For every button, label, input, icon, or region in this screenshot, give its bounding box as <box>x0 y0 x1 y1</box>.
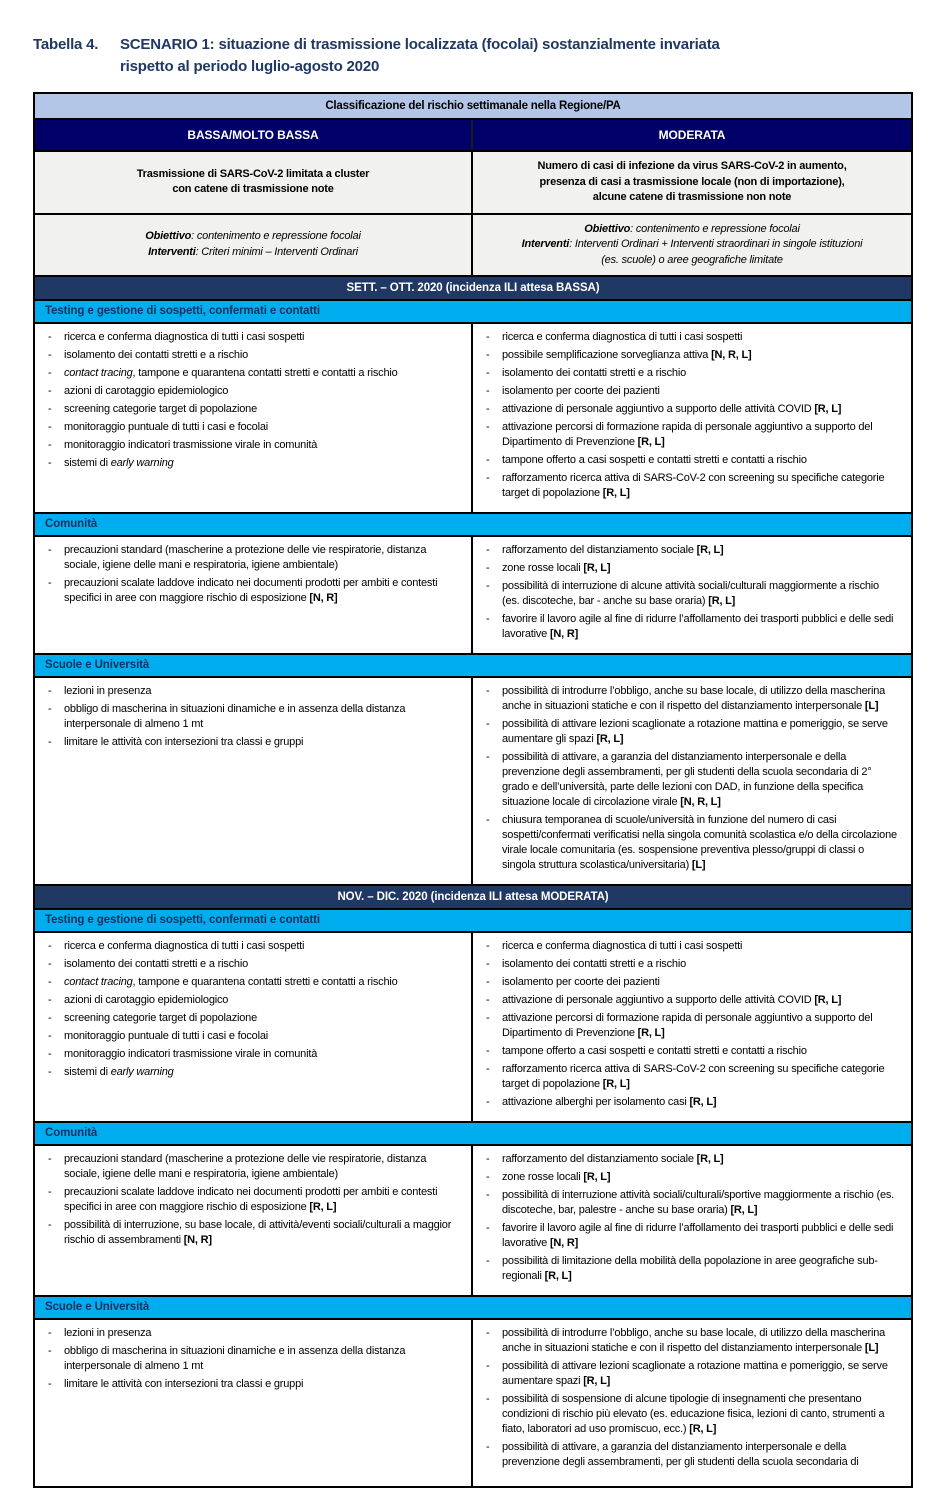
measure-item: - ricerca e conferma diagnostica di tutti i casi sospetti <box>473 330 899 345</box>
text-line: Numero di casi di infezione da virus SARS-CoV-2 in aumento, <box>537 160 847 172</box>
text-line: con catene di trasmissione note <box>172 183 334 196</box>
risk-level-low: BASSA/MOLTO BASSA <box>35 120 473 150</box>
risk-classification-header: Classificazione del rischio settimanale nella Regione/PA <box>35 94 911 120</box>
section-cell-left <box>35 1320 473 1486</box>
objectives-row <box>35 215 911 278</box>
scenario-table <box>33 92 913 1488</box>
section-heading: Scuole e Università <box>35 655 911 678</box>
measure-item: - zone rosse locali [R, L] <box>473 1170 899 1185</box>
section-cell-left <box>35 1146 473 1295</box>
measure-item: - limitare le attività con intersezioni tra classi e gruppi <box>35 735 459 750</box>
measure-item: - azioni di carotaggio epidemiologico <box>35 384 459 399</box>
measure-item: - possibilità di interruzione di alcune attività sociali/culturali maggiormente a rischio (es. discoteche, bar - anche su base oraria) [R, L] <box>473 579 899 609</box>
measure-list <box>473 1152 899 1284</box>
text-line: Obiettivo: contenimento e repressione focolai <box>584 222 800 235</box>
measure-item: - isolamento dei contatti stretti e a rischio <box>473 957 899 972</box>
measure-list <box>473 1326 899 1470</box>
measure-list <box>35 939 459 1080</box>
section-cell-right <box>473 537 911 653</box>
measure-item: - favorire il lavoro agile al fine di ridurre l’affollamento dei trasporti pubblici e delle sedi lavorative [N, R] <box>473 1221 899 1251</box>
section-body <box>35 933 911 1123</box>
measure-item: - attivazione percorsi di formazione rapida di personale aggiuntivo a supporto del Dipartimento di Prevenzione [R, L] <box>473 420 899 450</box>
measure-item: - possibilità di attivare lezioni scaglionate a rotazione mattina e pomeriggio, se serve aumentare gli spazi [R, L] <box>473 717 899 747</box>
measure-item: - sistemi di early warning <box>35 1065 459 1080</box>
measure-item: - obbligo di mascherina in situazioni dinamiche e in assenza della distanza interpersonale di almeno 1 mt <box>35 1344 459 1374</box>
measure-item: - possibilità di sospensione di alcune tipologie di insegnamenti che presentano condizioni di rischio più elevato (es. educazione fisica, lezioni di canto, strumenti a fiato, laboratori ad uso promiscuo, ecc.) [R, L] <box>473 1392 899 1437</box>
measure-item: - possibilità di introdurre l’obbligo, anche su base locale, di utilizzo della mascherina anche in situazioni statiche e con il rispetto del distanziamento interpersonale [L] <box>473 1326 899 1356</box>
section-heading: Testing e gestione di sospetti, confermati e contatti <box>35 910 911 933</box>
measure-list <box>35 1326 459 1392</box>
section-heading: Testing e gestione di sospetti, confermati e contatti <box>35 301 911 324</box>
measure-list <box>473 939 899 1110</box>
section-body <box>35 537 911 655</box>
measure-item: - contact tracing, tampone e quarantena contatti stretti e contatti a rischio <box>35 975 459 990</box>
objectives-moderate-cell <box>473 215 911 276</box>
risk-level-row <box>35 120 911 152</box>
measure-item: - ricerca e conferma diagnostica di tutti i casi sospetti <box>473 939 899 954</box>
measure-item: - limitare le attività con intersezioni tra classi e gruppi <box>35 1377 459 1392</box>
table-caption-line1: SCENARIO 1: situazione di trasmissione localizzata (focolai) sostanzialmente invariata <box>120 36 720 53</box>
measure-item: - possibilità di interruzione attività sociali/culturali/sportive maggiormente a rischio (es. discoteche, bar, palestre - anche su base oraria) [R, L] <box>473 1188 899 1218</box>
measure-item: - rafforzamento ricerca attiva di SARS-CoV-2 con screening su specifiche categorie target di popolazione [R, L] <box>473 1062 899 1092</box>
measure-item: - possibilità di attivare lezioni scaglionate a rotazione mattina e pomeriggio, se serve aumentare spazi [R, L] <box>473 1359 899 1389</box>
measure-item: - isolamento per coorte dei pazienti <box>473 975 899 990</box>
measure-item: - precauzioni scalate laddove indicato nei documenti prodotti per ambiti e contesti specifici in aree con maggiore rischio di esposizione [N, R] <box>35 576 459 606</box>
measure-item: - sistemi di early warning <box>35 456 459 471</box>
measure-item: - azioni di carotaggio epidemiologico <box>35 993 459 1008</box>
section-cell-right <box>473 933 911 1121</box>
measure-list <box>35 543 459 606</box>
measure-item: - screening categorie target di popolazione <box>35 1011 459 1026</box>
section-cell-left <box>35 537 473 653</box>
measure-item: - precauzioni scalate laddove indicato nei documenti prodotti per ambiti e contesti specifici in aree con maggiore rischio di esposizione [R, L] <box>35 1185 459 1215</box>
measure-item: - lezioni in presenza <box>35 684 459 699</box>
measure-item: - monitoraggio indicatori trasmissione virale in comunità <box>35 438 459 453</box>
measure-item: - rafforzamento del distanziamento sociale [R, L] <box>473 543 899 558</box>
transmission-row <box>35 152 911 215</box>
text-line: presenza di casi a trasmissione locale (non di importazione), <box>539 175 845 188</box>
text-line: alcune catene di trasmissione non note <box>592 191 792 203</box>
risk-level-moderate: MODERATA <box>658 128 726 142</box>
measure-item: - attivazione di personale aggiuntivo a supporto delle attività COVID [R, L] <box>473 402 899 417</box>
measure-item: - possibilità di attivare, a garanzia del distanziamento interpersonale e della prevenzione degli assembramenti, per gli studenti della scuola secondaria di <box>473 1440 899 1470</box>
measure-list <box>35 330 459 471</box>
measure-item: - precauzioni standard (mascherine a protezione delle vie respiratorie, distanza sociale, igiene delle mani e respiratoria, igiene ambientale) <box>35 1152 459 1182</box>
measure-item: - screening categorie target di popolazione <box>35 402 459 417</box>
measure-item: - attivazione di personale aggiuntivo a supporto delle attività COVID [R, L] <box>473 993 899 1008</box>
measure-item: - isolamento per coorte dei pazienti <box>473 384 899 399</box>
section-heading: Comunità <box>35 1123 911 1146</box>
measure-item: - monitoraggio puntuale di tutti i casi e focolai <box>35 1029 459 1044</box>
measure-item: - precauzioni standard (mascherine a protezione delle vie respiratorie, distanza sociale, igiene delle mani e respiratoria, igiene ambientale) <box>35 543 459 573</box>
section-cell-right <box>473 324 911 512</box>
measure-item: - contact tracing, tampone e quarantena contatti stretti e contatti a rischio <box>35 366 459 381</box>
measure-item: - isolamento dei contatti stretti e a rischio <box>35 957 459 972</box>
section-body <box>35 678 911 886</box>
measure-list <box>35 684 459 750</box>
measure-item: - ricerca e conferma diagnostica di tutti i casi sospetti <box>35 939 459 954</box>
text-line: Interventi: Interventi Ordinari + Interventi straordinari in singole istituzioni <box>521 238 863 250</box>
text-line: Trasmissione di SARS-CoV-2 limitata a cluster <box>136 167 370 180</box>
measure-item: - monitoraggio puntuale di tutti i casi e focolai <box>35 420 459 435</box>
measure-item: - isolamento dei contatti stretti e a rischio <box>473 366 899 381</box>
table-caption-line2: rispetto al periodo luglio-agosto 2020 <box>120 58 380 75</box>
measure-item: - attivazione percorsi di formazione rapida di personale aggiuntivo a supporto del Dipartimento di Prevenzione [R, L] <box>473 1011 899 1041</box>
period-sections <box>35 277 911 1486</box>
measure-item: - monitoraggio indicatori trasmissione virale in comunità <box>35 1047 459 1062</box>
measure-list <box>473 330 899 501</box>
section-heading: Scuole e Università <box>35 1297 911 1320</box>
measure-item: - possibile semplificazione sorveglianza attiva [N, R, L] <box>473 348 899 363</box>
measure-item: - attivazione alberghi per isolamento casi [R, L] <box>473 1095 899 1110</box>
section-body <box>35 324 911 514</box>
measure-list <box>473 684 899 873</box>
section-cell-left <box>35 324 473 512</box>
section-body <box>35 1320 911 1486</box>
table-caption-label: Tabella 4. <box>33 36 99 53</box>
measure-list <box>35 1152 459 1248</box>
measure-item: - obbligo di mascherina in situazioni dinamiche e in assenza della distanza interpersonale di almeno 1 mt <box>35 702 459 732</box>
measure-item: - favorire il lavoro agile al fine di ridurre l’affollamento dei trasporti pubblici e delle sedi lavorative [N, R] <box>473 612 899 642</box>
measure-item: - rafforzamento ricerca attiva di SARS-CoV-2 con screening su specifiche categorie target di popolazione [R, L] <box>473 471 899 501</box>
table-caption-text <box>120 34 913 78</box>
period-band: SETT. – OTT. 2020 (incidenza ILI attesa BASSA) <box>35 277 911 301</box>
measure-item: - possibilità di limitazione della mobilità della popolazione in aree geografiche sub-regionali [R, L] <box>473 1254 899 1284</box>
transmission-moderate-cell <box>473 152 911 213</box>
section-body <box>35 1146 911 1297</box>
measure-item: - tampone offerto a casi sospetti e contatti stretti e contatti a rischio <box>473 453 899 468</box>
period-band: NOV. – DIC. 2020 (incidenza ILI attesa MODERATA) <box>35 886 911 910</box>
section-cell-right <box>473 678 911 884</box>
section-heading: Comunità <box>35 514 911 537</box>
measure-item: - chiusura temporanea di scuole/università in funzione del numero di casi sospetti/confermati verificatisi nella singola comunità scolastica e/o della circolazione virale locale comunitaria (es. sospensione preventiva plesso/gruppi di classi o singola struttura scolastica/universitaria) [L] <box>473 813 899 873</box>
measure-item: - ricerca e conferma diagnostica di tutti i casi sospetti <box>35 330 459 345</box>
text-line: (es. scuole) o aree geografiche limitate <box>601 253 783 266</box>
table-caption <box>33 34 913 78</box>
measure-item: - isolamento dei contatti stretti e a rischio <box>35 348 459 363</box>
measure-list <box>473 543 899 642</box>
measure-item: - zone rosse locali [R, L] <box>473 561 899 576</box>
measure-item: - tampone offerto a casi sospetti e contatti stretti e contatti a rischio <box>473 1044 899 1059</box>
section-cell-right <box>473 1146 911 1295</box>
measure-item: - possibilità di attivare, a garanzia del distanziamento interpersonale e della prevenzione degli assembramenti, per gli studenti della scuola secondaria di 2° grado e dell’università, parte delle lezioni con DAD, in funzione della specifica situazione locale di circolazione virale [N, R, L] <box>473 750 899 810</box>
measure-item: - rafforzamento del distanziamento sociale [R, L] <box>473 1152 899 1167</box>
measure-item: - possibilità di interruzione, su base locale, di attività/eventi sociali/culturali a maggior rischio di assembramenti [N, R] <box>35 1218 459 1248</box>
measure-item: - possibilità di introdurre l’obbligo, anche su base locale, di utilizzo della mascherina anche in situazioni statiche e con il rispetto del distanziamento interpersonale [L] <box>473 684 899 714</box>
transmission-low-cell <box>35 152 473 213</box>
objectives-low-cell <box>35 215 473 276</box>
section-cell-right <box>473 1320 911 1486</box>
text-line: Interventi: Criteri minimi – Interventi Ordinari <box>148 245 358 258</box>
text-line: Obiettivo: contenimento e repressione focolai <box>145 230 361 243</box>
measure-item: - lezioni in presenza <box>35 1326 459 1341</box>
section-cell-left <box>35 933 473 1121</box>
section-cell-left <box>35 678 473 884</box>
